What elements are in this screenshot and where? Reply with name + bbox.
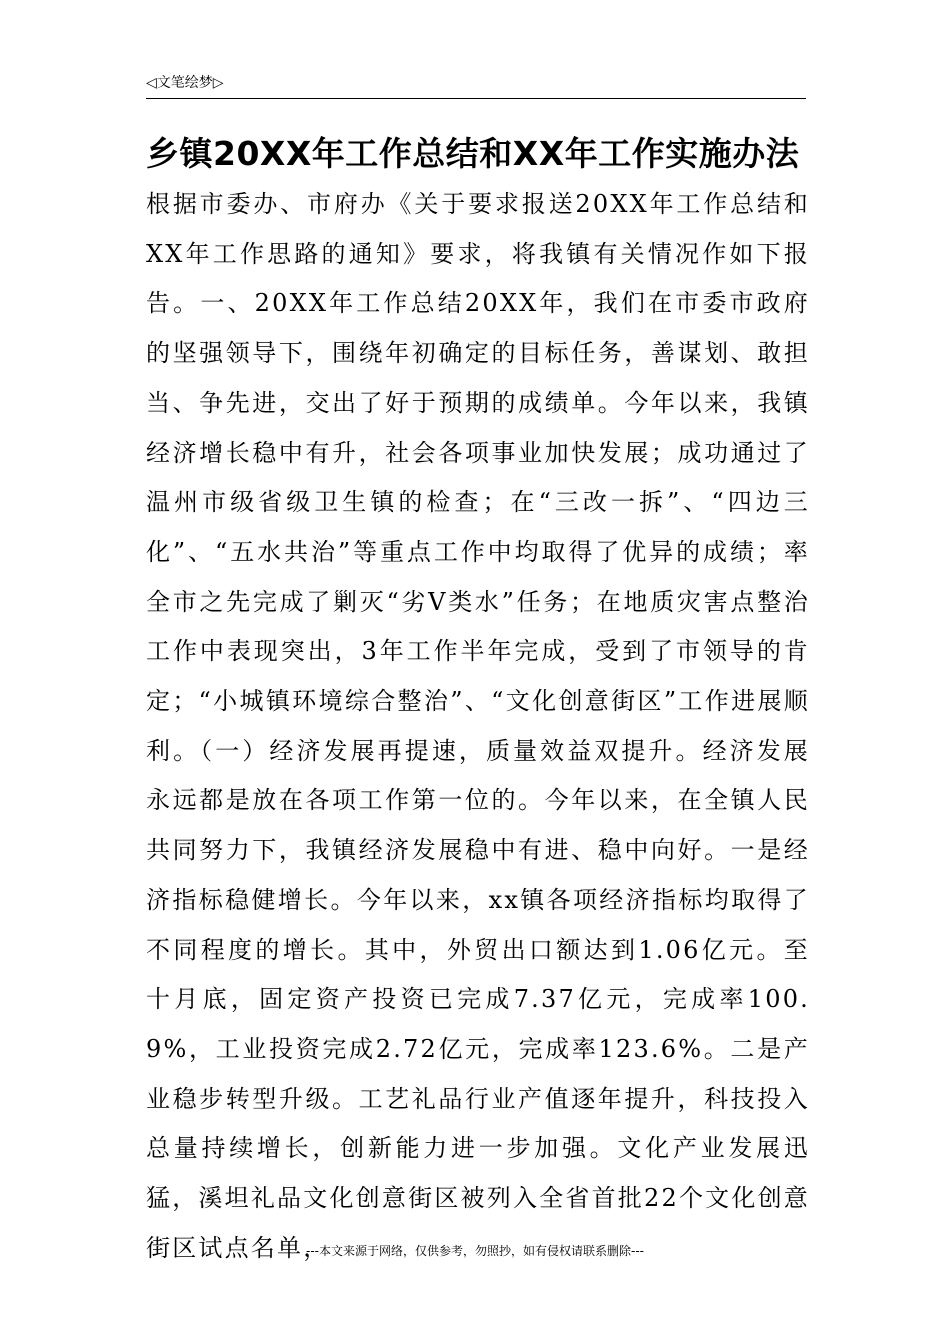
document-title: 乡镇20XX年工作总结和XX年工作实施办法 [146, 134, 800, 173]
footer-notice: ---本文来源于网络，仅供参考，勿照抄，如有侵权请联系删除--- [306, 1244, 644, 1258]
page-header [146, 74, 806, 99]
document-body: 根据市委办、市府办《关于要求报送20XX年工作总结和XX年工作思路的通知》要求，将我镇有关情况作如下报告。一、20XX年工作总结20XX年，我们在市委市政府的坚强领导下，围绕年初确定的目标任务，善谋划、敢担当、争先进，交出了好于预期的成绩单。今年以来，我镇经济增长稳中有升，社会各项事业加快发展；成功通过了温州市级省级卫生镇的检查；在“三改一拆”、“四边三化”、“五水共治”等重点工作中均取得了优异的成绩；率全市之先完成了剿灭“劣Ⅴ类水”任务；在地质灾害点整治工作中表现突出，3年工作半年完成，受到了市领导的肯定；“小城镇环境综合整治”、“文化创意街区”工作进展顺利。（一）经济发展再提速，质量效益双提升。经济发展永远都是放在各项工作第一位的。今年以来，在全镇人民共同努力下，我镇经济发展稳中有进、稳中向好。一是经济指标稳健增长。今年以来，xx镇各项经济指标均取得了不同程度的增长。其中，外贸出口额达到1.06亿元。至十月底，固定资产投资已完成7.37亿元，完成率100.9%，工业投资完成2.72亿元，完成率123.6%。二是产业稳步转型升级。工艺礼品行业产值逐年提升，科技投入总量持续增长，创新能力进一步加强。文化产业发展迅猛，溪坦礼品文化创意街区被列入全省首批22个文化创意街区试点名单， [146, 190, 810, 1262]
header-label: ◁文笔绘梦▷ [146, 75, 224, 91]
